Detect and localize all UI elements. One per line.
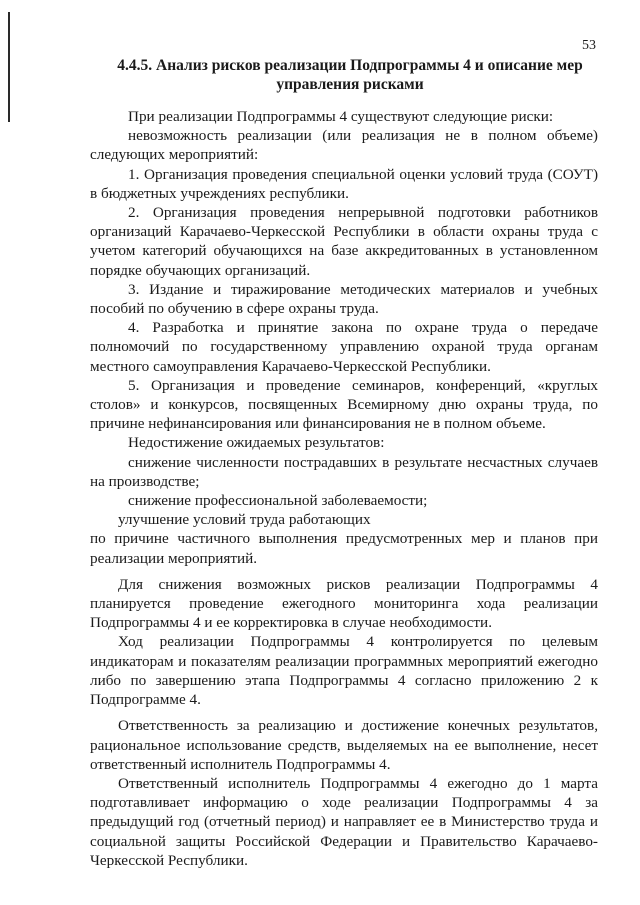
paragraph-reason: по причине частичного выполнения предусмотренных мер и планов при реализации мероприятий. xyxy=(90,530,598,567)
list-item-1: 1. Организация проведения специальной оценки условий труда (СОУТ) в бюджетных учреждениях республики. xyxy=(90,165,598,202)
result-item-1: снижение численности пострадавших в результате несчастных случаев на производстве; xyxy=(90,453,598,490)
document-body xyxy=(90,107,598,870)
list-item-4: 4. Разработка и принятие закона по охране труда о передаче полномочий по государственному управлению охраной труда органам местного самоуправления Карачаево-Черкесской Республики. xyxy=(90,319,598,375)
paragraph-monitoring: Для снижения возможных рисков реализации Подпрограммы 4 планируется проведение ежегодного мониторинга хода реализации Подпрограммы 4 и ее корректировка в случае необходимости. xyxy=(90,575,598,632)
paragraph-risks-intro: При реализации Подпрограммы 4 существуют следующие риски: xyxy=(128,108,554,125)
list-item-5: 5. Организация и проведение семинаров, конференций, «круглых столов» и конкурсов, посвященных Всемирному дню охраны труда, по причине нефинансирования или финансирования не в полном объеме. xyxy=(90,376,598,433)
list-item-3: 3. Издание и тиражирование методических материалов и учебных пособий по обучению в сфере охраны труда. xyxy=(90,280,598,318)
paragraph-reporting: Ответственный исполнитель Подпрограммы 4 ежегодно до 1 марта подготавливает информацию о ходе реализации Подпрограммы 4 за предыдущий год (отчетный период) и направляет ее в Министерство труда и социальной защиты Российской Федерации и Правительство Карачаево-Черкесской Республики. xyxy=(90,774,598,869)
paragraph-non-achievement: Недостижение ожидаемых результатов: xyxy=(128,434,385,452)
list-item-2: 2. Организация проведения непрерывной подготовки работников организаций Карачаево-Черкесской Республики в области охраны труда с учетом категорий обучающихся на базе аккредитованных в установленном порядке обучающих организаций. xyxy=(90,204,598,279)
paragraph-impossibility: невозможность реализации (или реализация не в полном объеме) следующих мероприятий: xyxy=(90,127,598,164)
section-heading: 4.4.5. Анализ рисков реализации Подпрограммы 4 и описание мер управления рисками xyxy=(117,57,583,93)
page-number: 53 xyxy=(582,38,596,53)
binding-margin-line xyxy=(8,12,10,122)
result-item-2: снижение профессиональной заболеваемости; xyxy=(128,492,428,510)
paragraph-responsibility: Ответственность за реализацию и достижение конечных результатов, рациональное использование средств, выделяемых на ее выполнение, несет ответственный исполнитель Подпрограммы 4. xyxy=(90,717,598,773)
result-item-3: улучшение условий труда работающих xyxy=(118,511,371,529)
paragraph-control: Ход реализации Подпрограммы 4 контролируется по целевым индикаторам и показателям реализации программных мероприятий ежегодно либо по завершению этапа Подпрограммы 4 согласно приложению 2 к Подпрограмме 4. xyxy=(90,633,598,709)
